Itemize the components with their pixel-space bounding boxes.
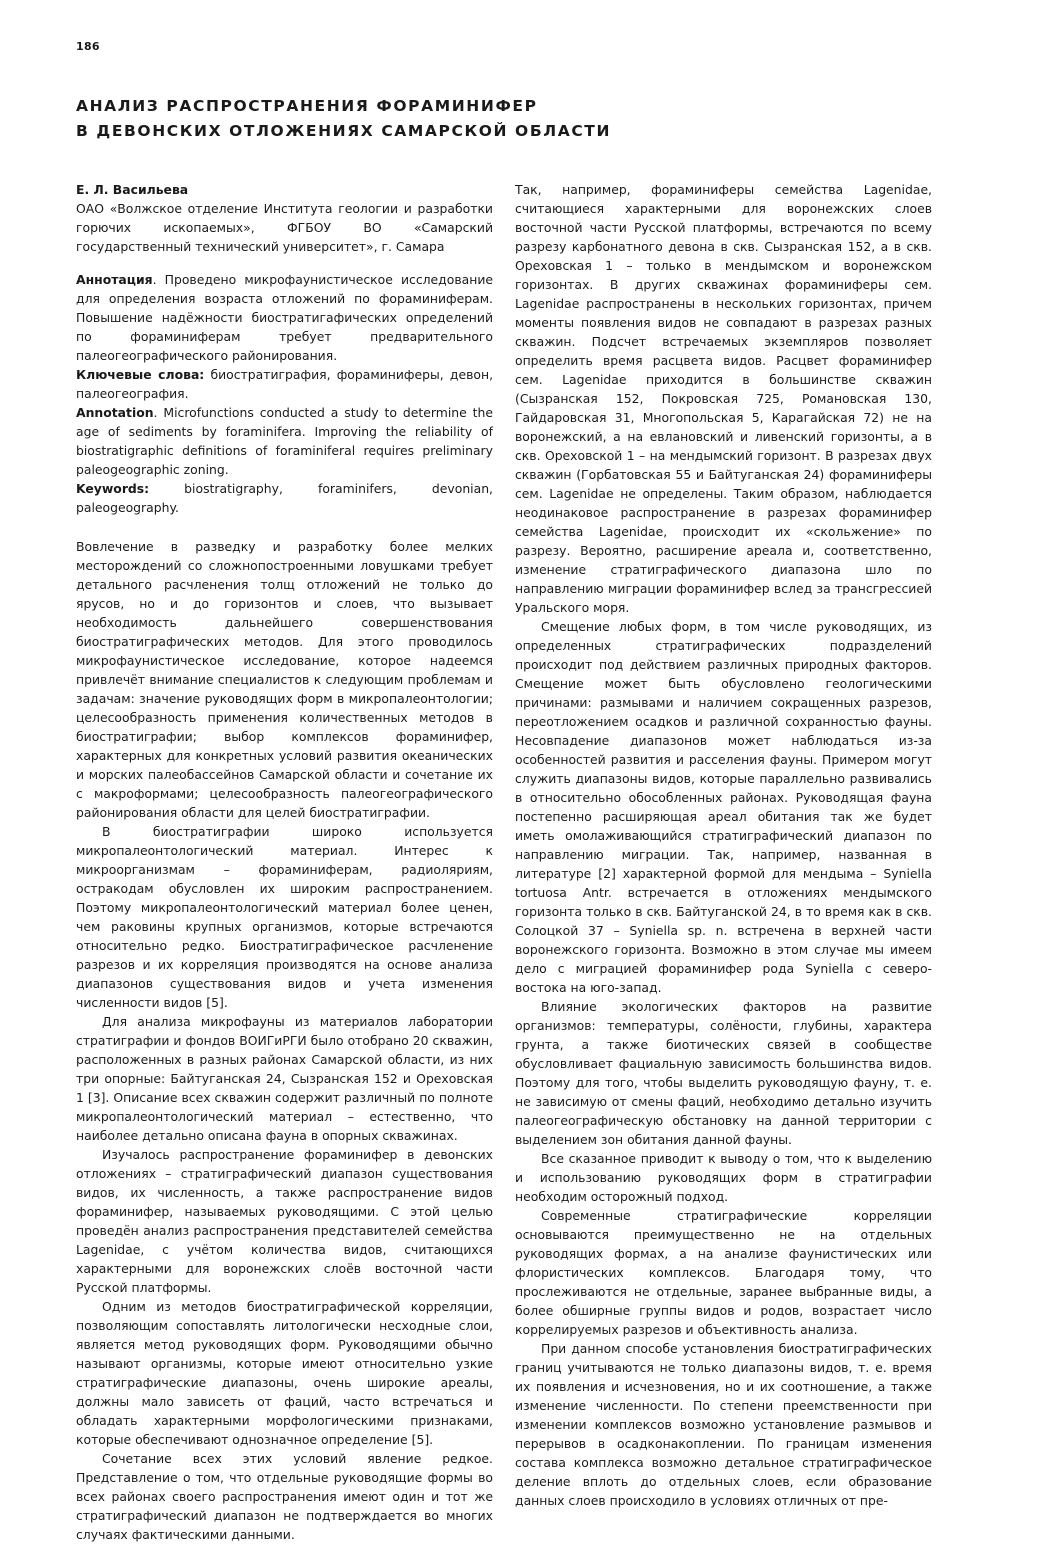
annotation-en-label: Annotation	[76, 405, 154, 420]
keywords-en	[76, 479, 493, 517]
annotation-en-text: . Microfunctions conducted a study to determine the age of sediments by foraminifera. Improving the reliability of biostratigraphic definitions of foraminiferal requires preliminary paleogeographic zoning.	[76, 405, 493, 477]
body-paragraph: Для анализа микрофауны из материалов лаборатории стратиграфии и фондов ВОИГиРГИ было отобрано 20 скважин, расположенных в разных районах Самарской области, из них три опорные: Байтуганская 24, Сызранская 152 и Ореховская 1 [3]. Описание всех скважин содержит различный по полноте микропалеонтологический материал – естественно, что наиболее детально описана фауна в опорных скважинах.	[76, 1014, 493, 1143]
body-paragraph: При данном способе установления биостратиграфических границ учитываются не только диапазоны видов, т. е. время их появления и исчезновения, но и их соотношение, а также изменение численности. По степени преемственности при изменении комплексов возможно установление размывов и перерывов в осадконакоплении. По границам изменения состава комплекса возможно детальное стратиграфическое деление вплоть до отдельных слоев, если образование данных слоев происходило в условиях отличных от пре-	[515, 1341, 932, 1508]
body-paragraph: Изучалось распространение фораминифер в девонских отложениях – стратиграфический диапазон существования видов, их численность, а также распространение видов фораминифер, называемых руководящими. С этой целью проведён анализ распространения представителей семейства Lagenidae, с учётом количества видов, считающихся характерными для воронежских слоёв восточной части Русской платформы.	[76, 1147, 493, 1295]
article-title	[76, 94, 976, 144]
left-column	[76, 180, 493, 1544]
keywords-ru-text: биостратиграфия, фораминиферы, девон, палеогеография.	[76, 367, 494, 401]
body-paragraph: Так, например, фораминиферы семейства Lagenidae, считающиеся характерными для воронежских слоев восточной части Русской платформы, встречаются по всему разрезу карбонатного девона в скв. Сызранская 152, а в скв. Ореховская 1 – только в мендымском и воронежском горизонтах. В других скважинах фораминиферы сем. Lagenidae распространены в нескольких горизонтах, причем моменты появления видов не совпадают в разрезах разных скважин. Подсчет встречаемых экземпляров позволяет определить время расцвета видов. Расцвет фораминифер сем. Lagenidae приходится в большинстве скважин (Сызранская 152, Покровская 725, Романовская 130, Гайдаровская 31, Многопольская 5, Карагайская 72) не на воронежский, а на евлановский и ливенский горизонты, а в скв. Ореховской 1 – на мендымский горизонт. В разрезах двух скважин (Горбатовская 55 и Байтуганская 24) фораминиферы сем. Lagenidae не определены. Таким образом, наблюдается неодинаковое распространение в разрезах фораминифер семейства Lagenidae, происходит их «скольжение» по разрезу. Вероятно, расширение ареала и, соответственно, изменение стратиграфического диапазона шло по направлению миграции фораминифер вслед за трансгрессией Уральского моря.	[515, 182, 932, 615]
title-line-1: АНАЛИЗ РАСПРОСТРАНЕНИЯ ФОРАМИНИФЕР	[76, 97, 538, 115]
page-number: 186	[76, 40, 100, 53]
body-paragraph: Современные стратиграфические корреляции основываются преимущественно не на отдельных руководящих формах, а на анализе фаунистических или флористических комплексов. Благодаря тому, что прослеживаются не отдельные, заранее выбранные виды, а более обширные группы видов и родов, возрастает число коррелируемых разрезов и объективность анализа.	[515, 1208, 932, 1337]
right-column	[515, 180, 932, 1510]
keywords-ru	[76, 365, 493, 403]
body-paragraph: Все сказанное приводит к выводу о том, что к выделению и использованию руководящих форм в стратиграфии необходим осторожный подход.	[515, 1151, 932, 1204]
body-paragraph: Одним из методов биостратиграфической корреляции, позволяющим сопоставлять литологически несходные слои, является метод руководящих форм. Руководящими обычно называют организмы, которые имеют относительно узкие стратиграфические диапазоны, очень широкие ареалы, должны мало зависеть от фаций, часто встречаться и обладать характерными морфологическими признаками, которые обеспечивают однозначное определение [5].	[76, 1299, 493, 1447]
author-name: Е. Л. Васильева	[76, 182, 189, 197]
keywords-en-text: biostratigraphy, foraminifers, devonian, paleogeography.	[76, 481, 493, 515]
body-paragraph: Вовлечение в разведку и разработку более мелких месторождений со сложнопостроенными ловушками требует детального расчленения толщ отложений не только до ярусов, но и до горизонтов и слоев, что вызывает необходимость дальнейшего совершенствования биостратиграфических методов. Для этого проводилось микрофаунистическое исследование, которое надеемся привлечёт внимание специалистов к следующим проблемам и задачам: значение руководящих форм в микропалеонтологии; целесообразность применения количественных методов в биостратиграфии; выбор комплексов фораминифер, характерных для конкретных условий развития океанических и морских палеобассейнов Самарской области и сочетание их с макроформами; целесообразность палеогеографического районирования области для целей биостратиграфии.	[76, 539, 493, 820]
annotation-ru-label: Аннотация	[76, 272, 153, 287]
annotation-ru-text: . Проведено микрофаунистическое исследование для определения возраста отложений по фораминиферам. Повышение надёжности биостратигафических определений по фораминиферам требует предварительного палеогеографического районирования.	[76, 272, 493, 363]
body-paragraph: Сочетание всех этих условий явление редкое. Представление о том, что отдельные руководящие формы во всех районах своего распространения имеют один и тот же стратиграфический диапазон не подтверждается во многих случаях фактическими данными.	[76, 1451, 493, 1542]
annotation-ru	[76, 270, 493, 365]
body-paragraph: Смещение любых форм, в том числе руководящих, из определенных стратиграфических подразделений происходит под действием различных природных факторов. Смещение может быть обусловлено геологическими причинами: размывами и наличием сокращенных разрезов, переотложением осадков и различной сохранностью фауны. Несовпадение диапазонов может наблюдаться из-за особенностей развития и расселения фауны. Примером могут служить диапазоны видов, которые параллельно развивались в относительно обособленных районах. Руководящая фауна постепенно расширяющая ареал обитания так же будет иметь омолаживающийся стратиграфический диапазон по направлению миграции. Так, например, названная в литературе [2] характерной формой для мендыма – Syniella tortuosa Antr. встречается в отложениях мендымского горизонта только в скв. Байтуганской 24, в то время как в скв. Солоцкой 37 – Syniella sp. n. встречена в верхней части воронежского горизонта. Возможно в этом случае мы имеем дело с миграцией фораминифер рода Syniella с северо-востока на юго-запад.	[515, 619, 932, 995]
title-line-2: В ДЕВОНСКИХ ОТЛОЖЕНИЯХ САМАРСКОЙ ОБЛАСТИ	[76, 122, 612, 140]
keywords-ru-label: Ключевые слова:	[76, 367, 205, 382]
body-paragraph: Влияние экологических факторов на развитие организмов: температуры, солёности, глубины, характера грунта, а также биотических связей в сообществе обусловливает фациальную зависимость большинства видов. Поэтому для того, чтобы выделить руководящую фауну, т. е. не зависимую от смены фаций, необходимо детально изучить палеогеографическую обстановку на данной территории с выделением зон обитания данной фауны.	[515, 999, 932, 1147]
author-affiliation: ОАО «Волжское отделение Института геологии и разработки горючих ископаемых», ФГБОУ ВО «Самарский государственный технический университет», г. Самара	[76, 201, 493, 254]
body-paragraph: В биостратиграфии широко используется микропалеонтологический материал. Интерес к микроорганизмам – фораминиферам, радиоляриям, остракодам обусловлен их широким распространением. Поэтому микропалеонтологический материал более ценен, чем раковины крупных организмов, которые встречаются относительно редко. Биостратиграфическое расчленение разрезов и их корреляция производятся на основе анализа диапазонов существования видов и учета изменения численности видов [5].	[76, 824, 493, 1010]
annotation-en	[76, 403, 493, 479]
keywords-en-label: Keywords:	[76, 481, 150, 496]
